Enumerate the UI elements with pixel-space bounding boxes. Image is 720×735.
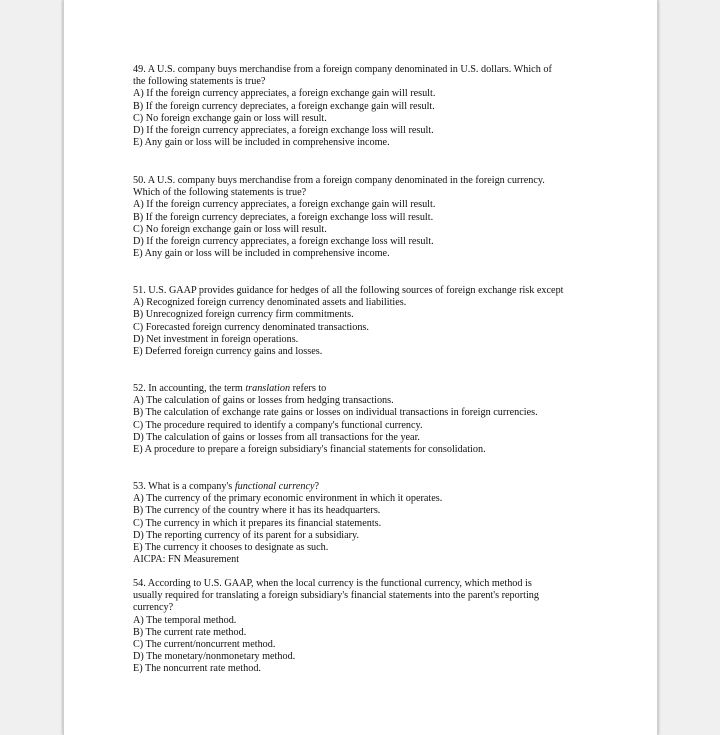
question-50-option-e: E) Any gain or loss will be included in comprehensive income. bbox=[133, 248, 390, 260]
question-52-option-a: A) The calculation of gains or losses from hedging transactions. bbox=[133, 395, 394, 407]
question-50 bbox=[133, 175, 545, 260]
question-53-option-d: D) The reporting currency of its parent for a subsidiary. bbox=[133, 529, 360, 541]
question-51-option-e: E) Deferred foreign currency gains and losses. bbox=[133, 346, 323, 358]
question-50-stem-line-2: Which of the following statements is true? bbox=[133, 187, 307, 199]
question-53-option-b: B) The currency of the country where it has its headquarters. bbox=[133, 505, 381, 517]
question-49-option-d: D) If the foreign currency appreciates, a foreign exchange loss will result. bbox=[133, 125, 434, 137]
question-51-option-b: B) Unrecognized foreign currency firm commitments. bbox=[133, 309, 354, 321]
question-50-option-a: A) If the foreign currency appreciates, a foreign exchange gain will result. bbox=[133, 199, 436, 211]
question-51 bbox=[133, 285, 564, 358]
question-49-option-c: C) No foreign exchange gain or loss will result. bbox=[133, 112, 327, 124]
question-54-stem-line-2: usually required for translating a foreign subsidiary's financial statements into the parent's reporting bbox=[133, 590, 539, 602]
question-49-option-b: B) If the foreign currency depreciates, a foreign exchange gain will result. bbox=[133, 100, 435, 112]
question-52-stem bbox=[133, 383, 538, 395]
question-50-option-c: C) No foreign exchange gain or loss will result. bbox=[133, 223, 327, 235]
question-54-option-c: C) The current/noncurrent method. bbox=[133, 639, 276, 651]
question-53-stem-suffix: ? bbox=[314, 481, 320, 492]
question-53 bbox=[133, 481, 442, 566]
question-54-stem-line-3: currency? bbox=[133, 602, 174, 614]
question-52-option-e: E) A procedure to prepare a foreign subsidiary's financial statements for consolidation. bbox=[133, 444, 486, 456]
document-page bbox=[63, 0, 658, 735]
question-54-option-e: E) The noncurrent rate method. bbox=[133, 663, 261, 675]
question-53-aicpa-tag: AICPA: FN Measurement bbox=[133, 554, 240, 566]
question-54-stem-line-1: 54. According to U.S. GAAP, when the local currency is the functional currency, which method is bbox=[133, 578, 532, 589]
question-52-option-c: C) The procedure required to identify a company's functional currency. bbox=[133, 419, 423, 431]
question-50-option-b: B) If the foreign currency depreciates, a foreign exchange loss will result. bbox=[133, 211, 434, 223]
question-51-option-a: A) Recognized foreign currency denominated assets and liabilities. bbox=[133, 297, 407, 309]
question-49-stem-line-2: the following statements is true? bbox=[133, 76, 266, 88]
question-49-option-a: A) If the foreign currency appreciates, a foreign exchange gain will result. bbox=[133, 88, 436, 100]
question-53-stem bbox=[133, 481, 442, 493]
question-54-option-a: A) The temporal method. bbox=[133, 614, 237, 626]
question-53-option-a: A) The currency of the primary economic environment in which it operates. bbox=[133, 493, 443, 505]
question-49-option-e: E) Any gain or loss will be included in comprehensive income. bbox=[133, 137, 390, 149]
question-52-stem-prefix: 52. In accounting, the term bbox=[133, 383, 246, 394]
question-52-option-b: B) The calculation of exchange rate gains or losses on individual transactions in foreign currencies. bbox=[133, 407, 538, 419]
question-53-stem-prefix: 53. What is a company's bbox=[133, 481, 235, 492]
question-49-stem-line-1: 49. A U.S. company buys merchandise from a foreign company denominated in U.S. dollars. Which of bbox=[133, 64, 552, 75]
question-53-stem-term: functional currency bbox=[234, 481, 315, 492]
question-51-option-c: C) Forecasted foreign currency denominated transactions. bbox=[133, 321, 369, 333]
question-52 bbox=[133, 383, 538, 456]
question-50-option-d: D) If the foreign currency appreciates, a foreign exchange loss will result. bbox=[133, 236, 434, 248]
question-54-option-b: B) The current rate method. bbox=[133, 626, 247, 638]
question-52-option-d: D) The calculation of gains or losses from all transactions for the year. bbox=[133, 431, 420, 443]
question-54 bbox=[133, 578, 539, 676]
question-54-option-d: D) The monetary/nonmonetary method. bbox=[133, 651, 296, 663]
question-53-option-c: C) The currency in which it prepares its financial statements. bbox=[133, 517, 382, 529]
question-51-option-d: D) Net investment in foreign operations. bbox=[133, 333, 299, 345]
question-49 bbox=[133, 64, 552, 149]
question-51-stem: 51. U.S. GAAP provides guidance for hedges of all the following sources of foreign exchange risk except bbox=[133, 285, 564, 296]
question-53-option-e: E) The currency it chooses to designate as such. bbox=[133, 542, 329, 554]
question-52-stem-term: translation bbox=[245, 383, 291, 394]
question-50-stem-line-1: 50. A U.S. company buys merchandise from a foreign company denominated in the foreign currency. bbox=[133, 175, 545, 186]
question-52-stem-suffix: refers to bbox=[290, 383, 327, 394]
